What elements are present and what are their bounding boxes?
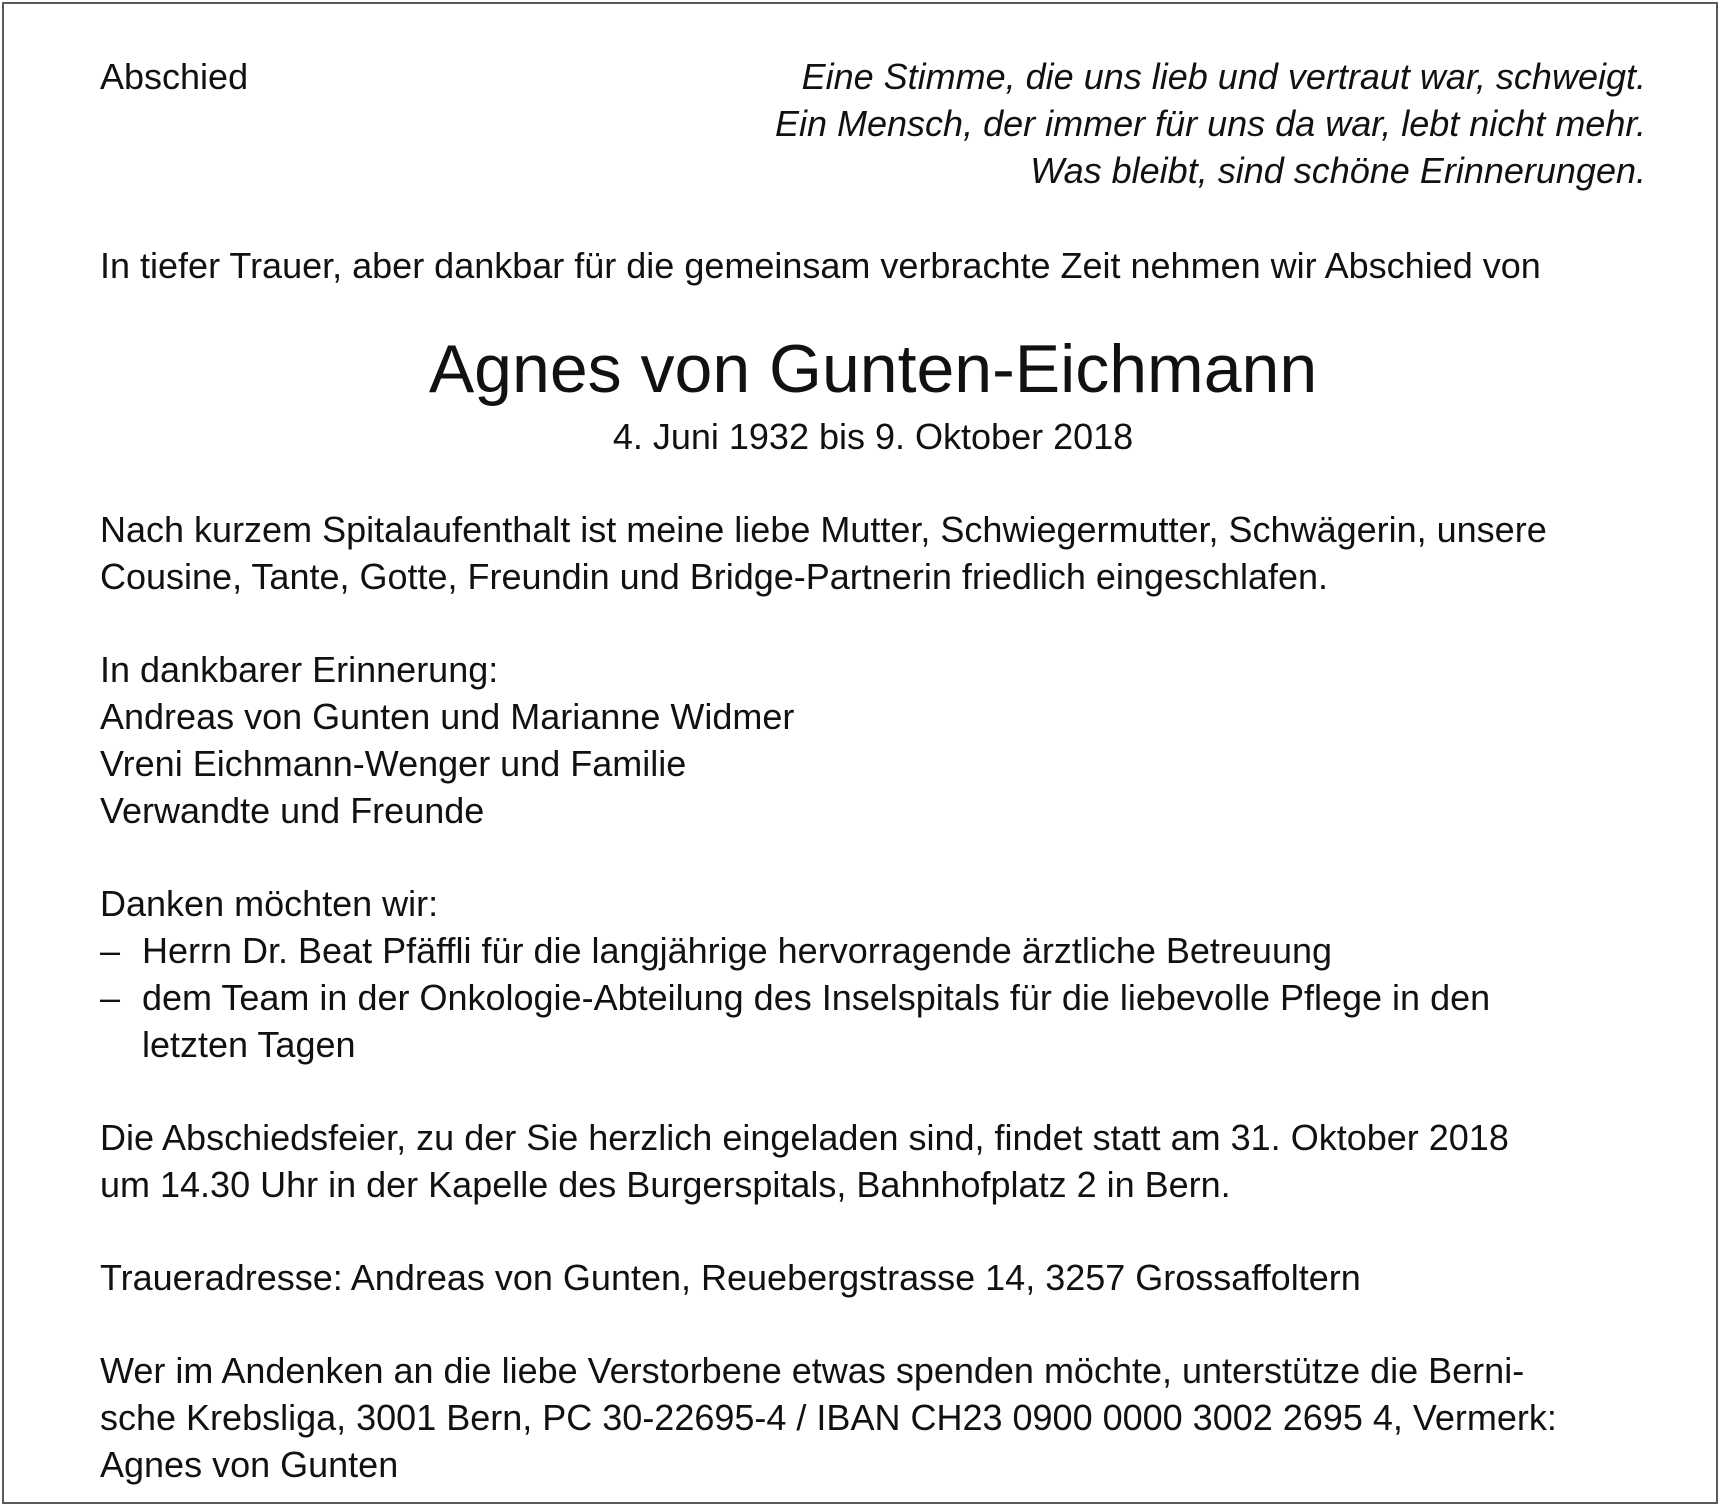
- thanks-label: Danken möchten wir:: [100, 883, 439, 924]
- life-dates: 4. Juni 1932 bis 9. Oktober 2018: [612, 416, 1134, 457]
- header-row: [100, 48, 1646, 192]
- thanks-item-line: letzten Tagen: [142, 1024, 356, 1065]
- ceremony-paragraph: [100, 1114, 1646, 1208]
- obituary-content: [100, 48, 1646, 1488]
- announcement-line: Cousine, Tante, Gotte, Freundin und Bridge-Partnerin friedlich eingeschlafen.: [100, 556, 1329, 597]
- donation-line: Agnes von Gunten: [100, 1444, 399, 1485]
- thanks-item: [100, 974, 1646, 1068]
- mourner-name: Andreas von Gunten und Marianne Widmer: [100, 696, 795, 737]
- thanks-item-line: dem Team in der Onkologie-Abteilung des Inselspitals für die liebevolle Pflege in den: [142, 977, 1491, 1018]
- mourner-name: Verwandte und Freunde: [100, 790, 485, 831]
- intro-text: In tiefer Trauer, aber dankbar für die gemeinsam verbrachte Zeit nehmen wir Abschied von: [100, 245, 1541, 286]
- poem-line: Ein Mensch, der immer für uns da war, lebt nicht mehr.: [774, 103, 1646, 144]
- announcement-paragraph: [100, 506, 1646, 600]
- thanks-item-line: Herrn Dr. Beat Pfäffli für die langjährige hervorragende ärztliche Betreuung: [142, 930, 1333, 971]
- ceremony-line: um 14.30 Uhr in der Kapelle des Burgerspitals, Bahnhofplatz 2 in Bern.: [100, 1164, 1231, 1205]
- memorial-poem: [775, 53, 1646, 194]
- notice-heading: Abschied: [100, 56, 249, 97]
- dash-bullet: –: [100, 930, 121, 971]
- obituary-notice: [2, 2, 1718, 1504]
- remembrance-label: In dankbarer Erinnerung:: [100, 649, 499, 690]
- donation-line: Wer im Andenken an die liebe Verstorbene etwas spenden möchte, unterstütze die Berni-: [100, 1350, 1525, 1391]
- remembrance-section: [100, 646, 1646, 834]
- donation-paragraph: [100, 1347, 1646, 1488]
- poem-line: Was bleibt, sind schöne Erinnerungen.: [1030, 150, 1646, 191]
- thanks-list: [100, 927, 1646, 1068]
- dash-bullet: –: [100, 977, 121, 1018]
- mourner-name: Vreni Eichmann-Wenger und Familie: [100, 743, 687, 784]
- deceased-name: Agnes von Gunten-Eichmann: [428, 331, 1318, 407]
- announcement-line: Nach kurzem Spitalaufenthalt ist meine liebe Mutter, Schwiegermutter, Schwägerin, unsere: [100, 509, 1547, 550]
- mourning-address: Traueradresse: Andreas von Gunten, Reuebergstrasse 14, 3257 Grossaffoltern: [100, 1257, 1361, 1298]
- thanks-section: [100, 880, 1646, 1068]
- thanks-item: [100, 927, 1646, 974]
- poem-line: Eine Stimme, die uns lieb und vertraut war, schweigt.: [801, 56, 1646, 97]
- donation-line: sche Krebsliga, 3001 Bern, PC 30-22695-4 / IBAN CH23 0900 0000 3002 2695 4, Vermerk:: [100, 1397, 1557, 1438]
- ceremony-line: Die Abschiedsfeier, zu der Sie herzlich eingeladen sind, findet statt am 31. Oktober 2018: [100, 1117, 1509, 1158]
